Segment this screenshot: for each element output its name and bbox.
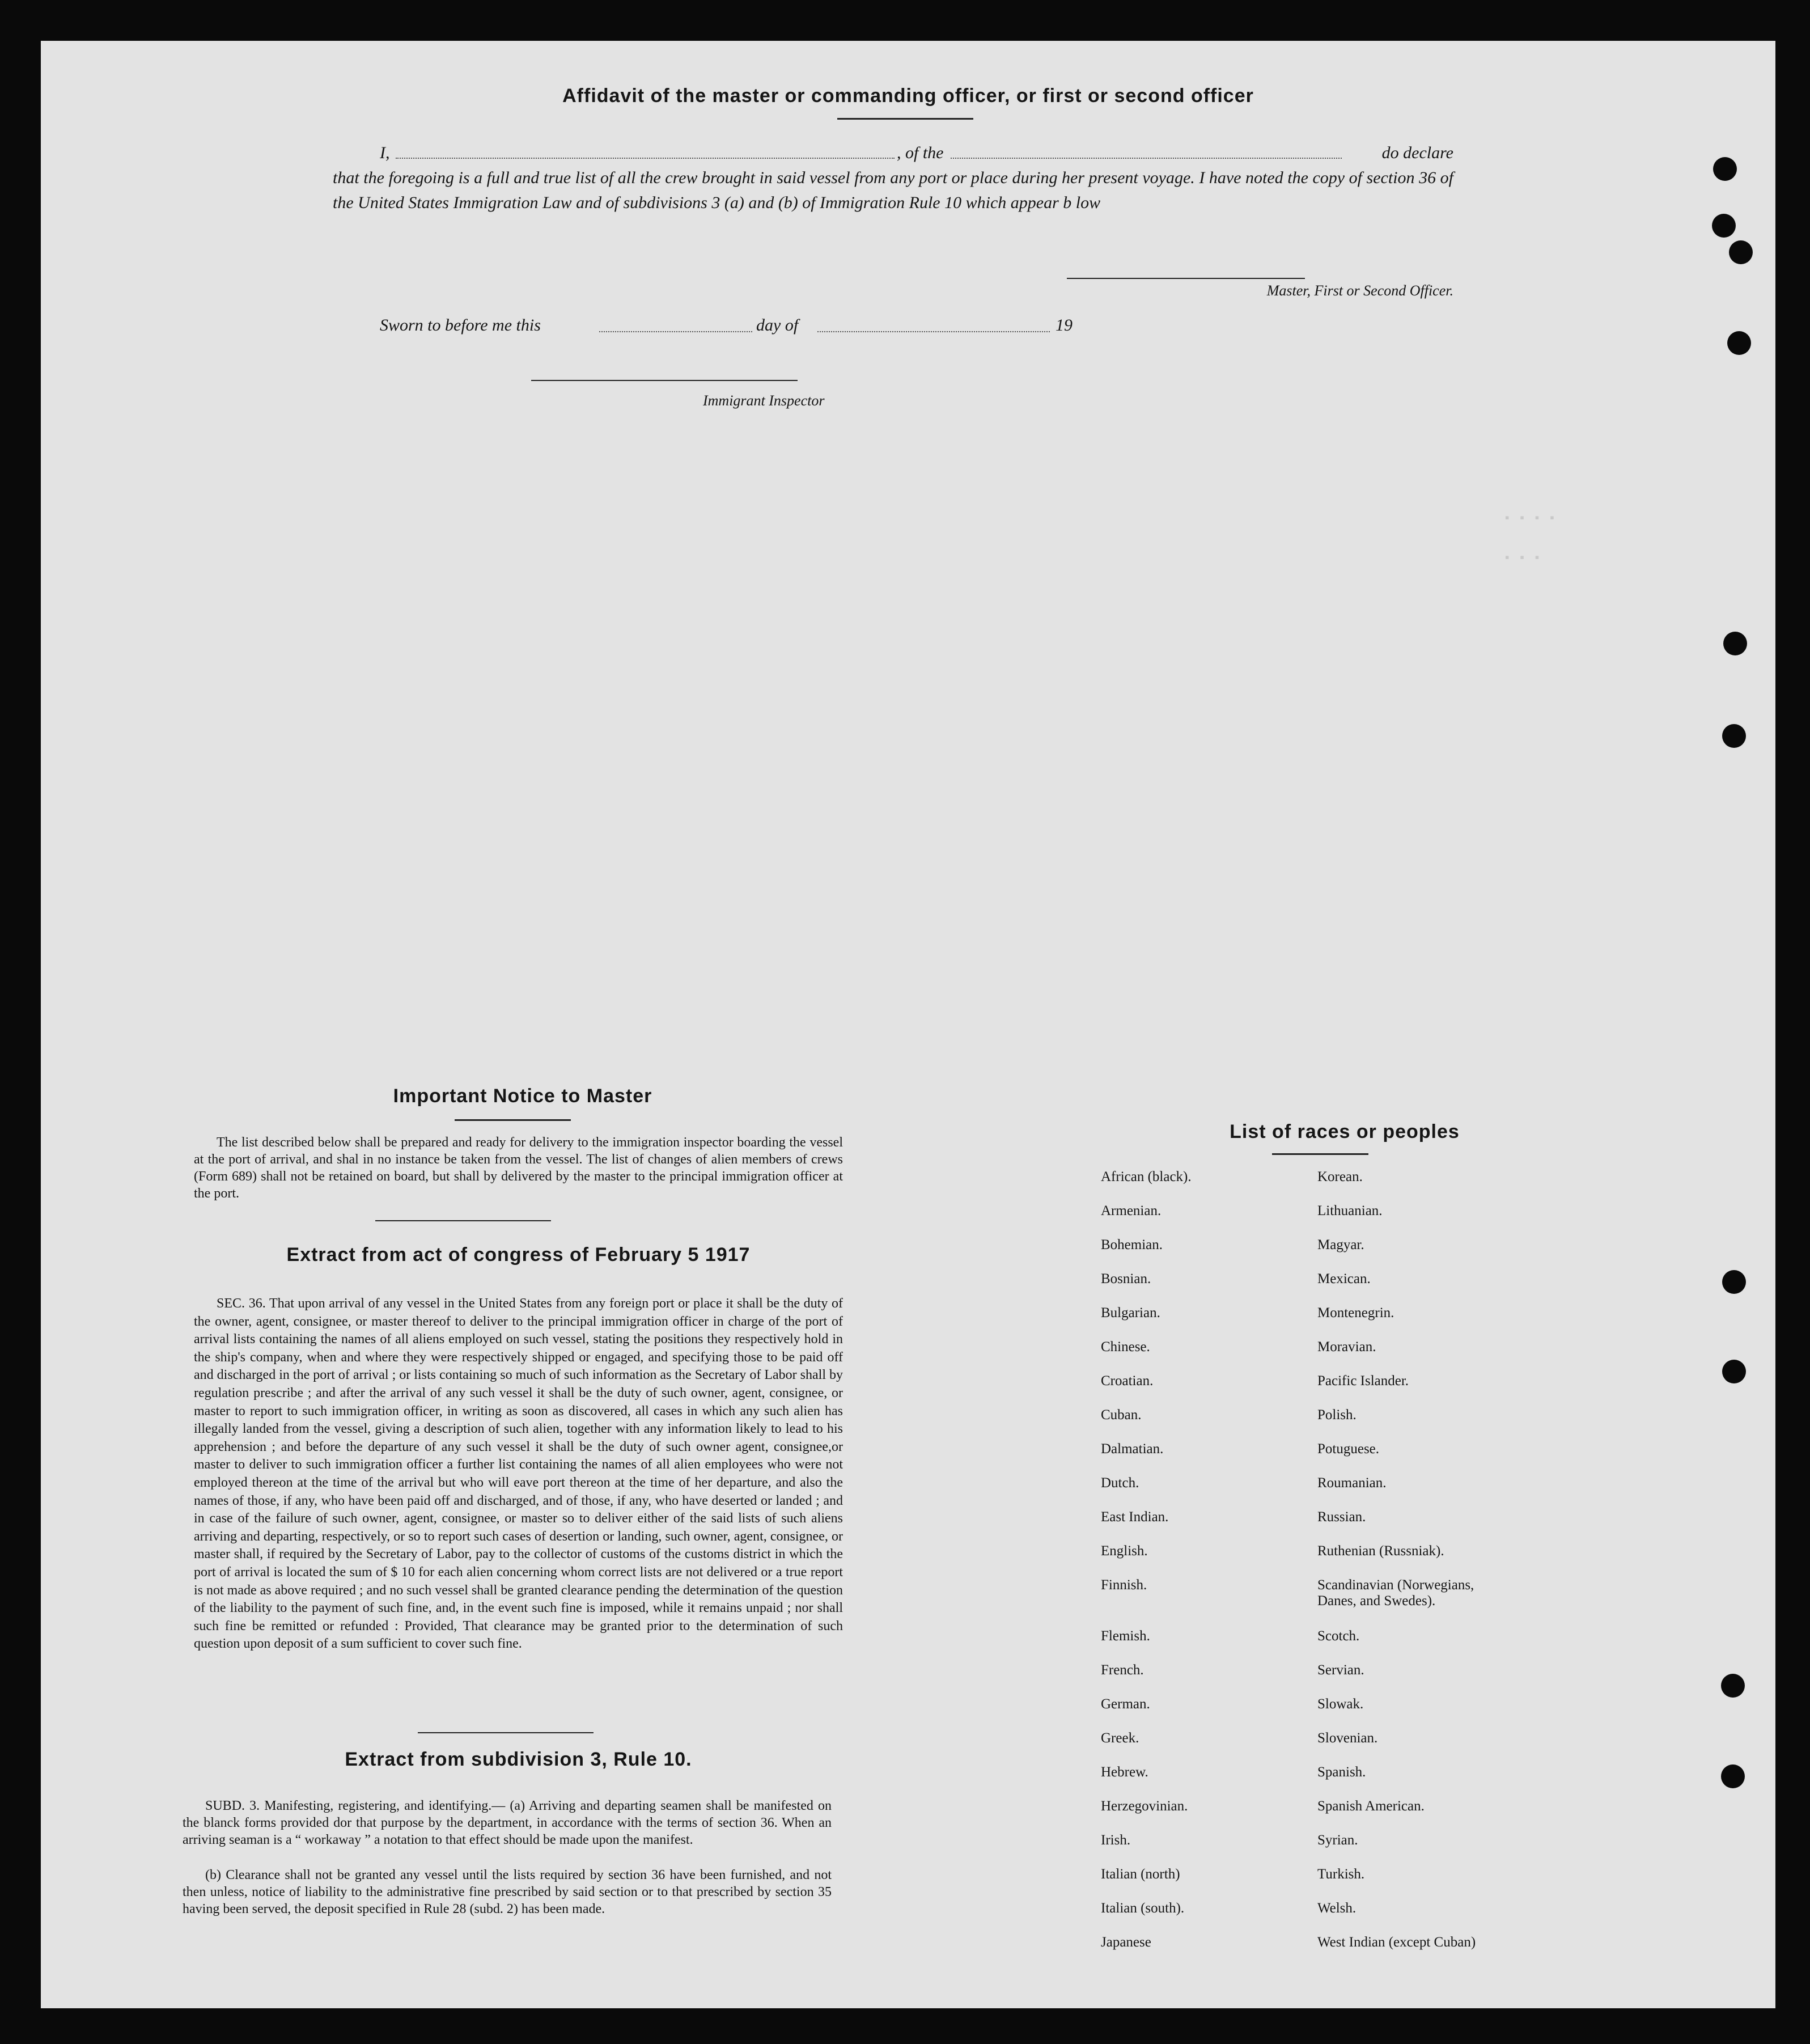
month-blank[interactable]: [817, 331, 1050, 332]
day-blank[interactable]: [599, 331, 752, 332]
notice-text: The list described below shall be prepared and ready for delivery to the immigration inspector boarding the vessel at the port of arrival, and shal in no instance be taken from the vessel. The list of changes of alien members of crews (Form 689) shall not be retained on board, but shall by delivered by the master to the principal immigration officer at the port.: [194, 1135, 843, 1201]
punch-hole: [1722, 1360, 1746, 1383]
name-blank[interactable]: [396, 158, 895, 159]
race-item: East Indian.: [1101, 1509, 1169, 1525]
race-item: French.: [1101, 1662, 1144, 1678]
punch-hole: [1713, 157, 1737, 181]
race-item: Russian.: [1317, 1509, 1366, 1525]
affidavit-of-the: , of the: [897, 143, 944, 162]
race-item: Syrian.: [1317, 1833, 1358, 1848]
race-item: Finnish.: [1101, 1577, 1147, 1593]
race-item: African (black).: [1101, 1169, 1192, 1184]
race-item: Bulgarian.: [1101, 1305, 1160, 1321]
race-item: Bosnian.: [1101, 1271, 1151, 1287]
race-item: Pacific Islander.: [1317, 1373, 1409, 1389]
race-item: Spanish American.: [1317, 1798, 1425, 1814]
affidavit-text: that the foregoing is a full and true list of all the crew brought in said vessel from any port or place during her present voyage. I have noted the copy of section 36 of the United States Immigration Law and of subdivisions 3 (a) and (b) of Immigration Rule 10 which appear b low: [333, 168, 1453, 212]
race-item: German.: [1101, 1696, 1150, 1712]
notice-title: Important Notice to Master: [393, 1085, 652, 1107]
extract-rule-title: Extract from subdivision 3, Rule 10.: [345, 1749, 692, 1770]
race-item: Magyar.: [1317, 1237, 1364, 1252]
punch-hole: [1721, 1674, 1745, 1698]
rule-para-b: (b) Clearance shall not be granted any vessel until the lists required by section 36 have been furnished, and not then unless, notice of liability to the administrative fine prescribed by said section or to that prescribed by section 35 having been served, the deposit specified in Rule 28 (subd. 2) has been made.: [183, 1868, 832, 1916]
race-item: Japanese: [1101, 1935, 1151, 1950]
races-underline: [1272, 1153, 1368, 1155]
bleed-through-text: ▪ ▪ ▪: [1503, 551, 1541, 565]
document-page: [41, 41, 1775, 2008]
race-item: Servian.: [1317, 1662, 1364, 1678]
race-item: Moravian.: [1317, 1339, 1376, 1355]
rule-para-a: SUBD. 3. Manifesting, registering, and identifying.— (a) Arriving and departing seamen shall be manifested on the blanck forms provided dor that purpose by the department, in accordance with the terms of section 36. When an arriving seaman is a “ workaway ” a notation to that effect should be made upon the manifest.: [183, 1798, 832, 1847]
race-item: Welsh.: [1317, 1901, 1357, 1916]
race-item: Greek.: [1101, 1730, 1139, 1746]
race-item: Hebrew.: [1101, 1764, 1148, 1780]
section-separator: [375, 1220, 551, 1221]
race-item: Italian (north): [1101, 1867, 1180, 1882]
race-item: West Indian (except Cuban): [1317, 1935, 1476, 1950]
signature-line[interactable]: [1067, 278, 1305, 279]
race-item: Ruthenian (Russniak).: [1317, 1543, 1444, 1559]
race-item: Roumanian.: [1317, 1475, 1387, 1491]
vessel-blank[interactable]: [951, 158, 1342, 159]
race-item: Polish.: [1317, 1407, 1357, 1423]
punch-hole: [1722, 1270, 1746, 1294]
race-item: Turkish.: [1317, 1867, 1365, 1882]
races-title: List of races or peoples: [1230, 1121, 1460, 1142]
punch-hole: [1729, 240, 1753, 264]
race-item: Dutch.: [1101, 1475, 1139, 1491]
day-of-label: day of: [756, 316, 799, 335]
race-item: Lithuanian.: [1317, 1203, 1383, 1218]
punch-hole: [1727, 331, 1751, 355]
race-item: English.: [1101, 1543, 1148, 1559]
sworn-label: Sworn to before me this: [380, 316, 541, 335]
race-item: Slowak.: [1317, 1696, 1364, 1712]
race-item: Spanish.: [1317, 1764, 1366, 1780]
race-item: Italian (south).: [1101, 1901, 1185, 1916]
race-item: Mexican.: [1317, 1271, 1371, 1287]
race-item: Montenegrin.: [1317, 1305, 1394, 1321]
punch-hole: [1722, 724, 1746, 748]
race-item: Dalmatian.: [1101, 1441, 1164, 1457]
race-item: Herzegovinian.: [1101, 1798, 1188, 1814]
notice-underline: [455, 1119, 571, 1121]
extract-act-text: SEC. 36. That upon arrival of any vessel in the United States from any foreign port or place it shall be the duty of the owner, agent, consignee, or master thereof to deliver to the principal immigration officer in charge of the port of arrival lists containing the names of all aliens employed on such vessel, stating the positions they respectively hold in the ship's company, when and where they were respectively shipped or engaged, and specifying those to be paid off and discharged in the port of arrival ; or lists containing so much of such information as the Secretary of Labor shall by regulation prescribe ; and after the arrival of any such vessel it shall be the duty of such owner, agent, consignee, or master to report to such immigration officer, in writing as soon as discovered, all cases in which any such alien has illegally landed from the vessel, giving a description of such alien, together with any information likely to lead to his apprehension ; and before the departure of any such vessel it shall be the duty of such owner agent, consignee,or master to deliver to such immigration officer a further list containing the names of all alien employees who were not employed thereon at the time of the arrival but who will eave port thereon at the time of her departure, and also the names of those, if any, who have been paid off and discharged, and of those, if any, who have deserted or landed ; and in case of the failure of such owner, agent, consignee, or master so to deliver either of the said lists of such aliens arriving and departing, respectively, or so to report such cases of desertion or landing, such owner, agent, consignee, or master shall, if required by the Secretary of Labor, pay to the collector of customs of the customs district in which the port of arrival is located the sum of $ 10 for each alien concerning whom correct lists are not delivered or a true report is not made as above required ; and no such vessel shall be granted clearance pending the determination of the question of the liability to the payment of such fine, and, in the event such fine is imposed, while it remains unpaid ; nor shall such fine be remitted or refunded : Provided, That clearance may be granted prior to the determination of such question upon deposit of a sum sufficient to cover such fine.: [194, 1296, 843, 1652]
race-item: Croatian.: [1101, 1373, 1154, 1389]
section-separator: [418, 1732, 594, 1733]
bleed-through-text: ▪ ▪ ▪ ▪: [1503, 511, 1556, 526]
affidavit-i: I,: [380, 143, 390, 162]
race-item: Chinese.: [1101, 1339, 1150, 1355]
punch-hole: [1723, 632, 1747, 655]
punch-hole: [1721, 1764, 1745, 1788]
race-item: Flemish.: [1101, 1628, 1150, 1644]
race-item: Slovenian.: [1317, 1730, 1378, 1746]
punch-hole: [1712, 214, 1736, 238]
year-label: 19: [1056, 316, 1073, 335]
race-item: Bohemian.: [1101, 1237, 1163, 1252]
affidavit-title: Affidavit of the master or commanding officer, or first or second officer: [562, 85, 1254, 107]
extract-act-title: Extract from act of congress of February 5 1917: [286, 1244, 751, 1266]
inspector-label: Immigrant Inspector: [703, 392, 825, 409]
race-item: Potuguese.: [1317, 1441, 1380, 1457]
inspector-line[interactable]: [531, 380, 798, 381]
affidavit-do-declare: do declare: [1381, 143, 1453, 162]
race-item: Cuban.: [1101, 1407, 1142, 1423]
race-item: Scotch.: [1317, 1628, 1360, 1644]
race-item: Scandinavian (Norwegians, Danes, and Swedes).: [1317, 1577, 1474, 1609]
race-item: Armenian.: [1101, 1203, 1162, 1218]
race-item: Irish.: [1101, 1833, 1131, 1848]
title-underline: [837, 118, 973, 120]
signature-label: Master, First or Second Officer.: [1266, 282, 1453, 299]
race-item: Korean.: [1317, 1169, 1363, 1184]
